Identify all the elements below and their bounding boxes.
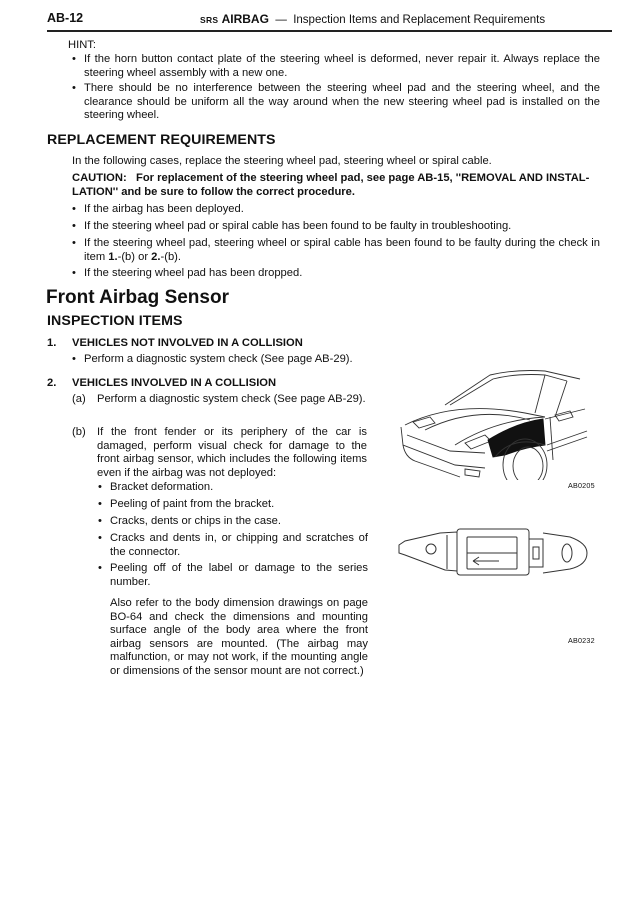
item-ref-1: 1. (108, 250, 118, 263)
hint-bullet-text: There should be no interference between the steering wheel pad and the steering wheel, and the clearance should be uniform all the way around when the new steering wheel pad is installed on the steering wheel. (84, 82, 600, 122)
hint-bullet-text: If the horn button contact plate of the steering wheel is deformed, never repair it. Always replace the steering wheel assembly with a new one. (84, 53, 600, 79)
replacement-bullet-text: If the steering wheel pad has been dropped. (84, 267, 303, 279)
bullet-glyph: • (72, 53, 76, 65)
replacement-bullet-text: If the airbag has been deployed. (84, 203, 244, 215)
left-bracket (399, 532, 457, 571)
item-2-number: 2. (47, 377, 57, 389)
figure-code-car: AB0205 (568, 481, 595, 490)
sensor-case (457, 529, 529, 575)
caution-note (72, 172, 600, 199)
bullet-glyph: • (98, 532, 102, 544)
damage-check-text: Cracks and dents in, or chipping and scratches of the connector. (110, 532, 368, 558)
item-2-heading: VEHICLES INVOLVED IN A COLLISION (72, 377, 277, 389)
right-bracket (543, 533, 587, 573)
a-pillar (555, 381, 567, 417)
running-title (200, 12, 545, 26)
system-prefix: SRS (200, 15, 219, 25)
body-side-mid (547, 431, 587, 445)
front-fender-highlight (488, 419, 545, 457)
car-illustration (395, 365, 590, 480)
page-number: AB-12 (47, 11, 84, 25)
damage-check-text: Cracks, dents or chips in the case. (110, 515, 281, 527)
front-airbag-sensor-illustration (395, 525, 590, 580)
title-dash: — (275, 14, 287, 26)
damage-check-text: Peeling off of the label or damage to the series number. (110, 562, 368, 588)
fog-light (465, 469, 480, 477)
front-wheel-inner (513, 447, 543, 480)
inspection-items-heading: INSPECTION ITEMS (47, 313, 183, 329)
body-side-top (545, 409, 585, 419)
bullet-glyph: • (72, 353, 76, 365)
item-1-number: 1. (47, 337, 57, 349)
connector-latch (533, 547, 539, 559)
bullet-glyph: • (72, 267, 76, 279)
bumper-top (401, 427, 485, 468)
bullet-glyph: • (72, 203, 76, 215)
connector (529, 539, 543, 567)
section-title-front-airbag-sensor: Front Airbag Sensor (46, 287, 229, 308)
door-line (550, 417, 553, 460)
figure-code-sensor: AB0232 (568, 636, 595, 645)
right-mount-hole (562, 544, 572, 562)
bullet-glyph: • (98, 498, 102, 510)
direction-arrow-icon (473, 557, 499, 565)
left-mount-hole (426, 544, 436, 554)
replacement-bullet-text (84, 237, 600, 264)
item-ref-1-suffix: -(b) or (117, 250, 152, 263)
bullet-glyph: • (72, 237, 76, 249)
item-ref-2: 2. (151, 250, 161, 263)
page-header (47, 8, 612, 32)
item-1-heading: VEHICLES NOT INVOLVED IN A COLLISION (72, 337, 303, 349)
damage-check-text: Peeling of paint from the bracket. (110, 498, 275, 510)
bullet-glyph: • (98, 562, 102, 574)
item-2a-label: (a) (72, 393, 86, 405)
body-side-low (547, 437, 587, 451)
caution-text: For replacement of the steering wheel pad, see page AB-15, ''REMOVAL AND INSTAL-LATION'' and be sure to follow the correct procedure. (72, 172, 590, 198)
bullet-glyph: • (72, 220, 76, 232)
bullet-glyph: • (72, 82, 76, 94)
a-pillar-inner (535, 375, 545, 413)
hood-line (405, 409, 545, 425)
hint-label: HINT: (68, 39, 96, 51)
replacement-intro: In the following cases, replace the steering wheel pad, steering wheel or spiral cable. (72, 155, 492, 167)
system-name: AIRBAG (221, 12, 269, 26)
bumper-bottom (403, 445, 460, 477)
item-2b-label: (b) (72, 426, 86, 438)
replacement-bullet-text: If the steering wheel pad or spiral cable has been found to be faulty in troubleshooting. (84, 220, 512, 232)
bumper-line (407, 435, 485, 453)
item-2a-text: Perform a diagnostic system check (See page AB-29). (97, 393, 366, 405)
replacement-heading: REPLACEMENT REQUIREMENTS (47, 132, 276, 148)
body-dimension-note: Also refer to the body dimension drawings on page BO-64 and check the dimensions and mounting surface angle of the body area where the front airbag sensors are mounted. (The airbag may malfunction, or may not work, if the mounting angle or dimensions of the sensor mount are not correct.) (110, 597, 368, 677)
bullet-glyph: • (98, 481, 102, 493)
item-1-bullet-text: Perform a diagnostic system check (See page AB-29). (84, 353, 353, 365)
item-2b-text: If the front fender or its periphery of the car is damaged, perform visual check for damage to the front airbag sensor, which includes the following items even if the airbag was not deployed: (97, 426, 367, 479)
item-ref-2-suffix: -(b). (160, 250, 182, 263)
section-title: Inspection Items and Replacement Requirements (293, 14, 546, 26)
bullet-text-main: If the steering wheel pad, steering wheel or spiral cable has been found to be faulty during the check in item (84, 237, 600, 263)
bullet-glyph: • (98, 515, 102, 527)
damage-check-text: Bracket deformation. (110, 481, 214, 493)
caution-label: CAUTION: (72, 172, 127, 184)
